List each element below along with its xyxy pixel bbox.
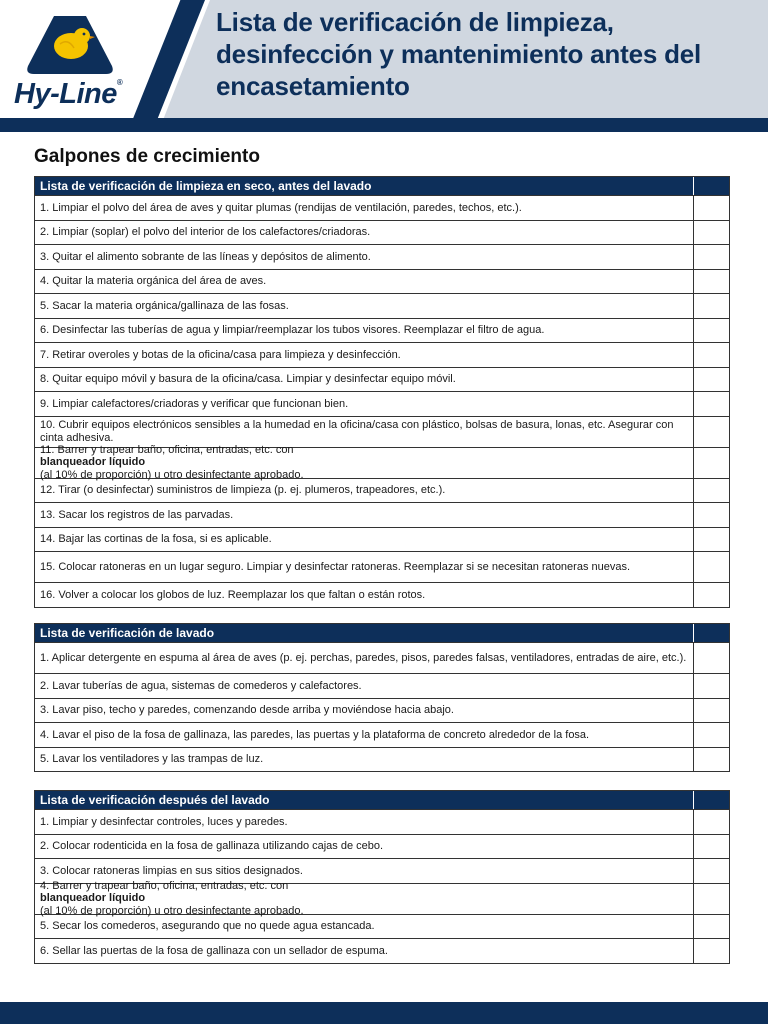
table-row xyxy=(35,342,729,367)
table-row xyxy=(35,367,729,392)
check-box[interactable] xyxy=(694,748,729,772)
task-text: 1. Limpiar el polvo del área de aves y quitar plumas (rendijas de ventilación, paredes, techos, etc.). xyxy=(35,196,694,220)
task-text: 5. Secar los comederos, asegurando que no quede agua estancada. xyxy=(35,915,694,939)
table-heading: Lista de verificación de limpieza en seco, antes del lavado xyxy=(35,177,694,195)
page-header xyxy=(0,0,768,132)
task-text: 3. Colocar ratoneras limpias en sus sitios designados. xyxy=(35,859,694,883)
task-text: 1. Aplicar detergente en espuma al área de aves (p. ej. perchas, paredes, pisos, paredes falsas, ventiladores, entradas de aire, etc.). xyxy=(35,643,694,673)
table-header xyxy=(35,624,729,642)
check-box[interactable] xyxy=(694,884,729,914)
header-bottom-bar xyxy=(0,118,768,132)
table-row xyxy=(35,502,729,527)
table-row xyxy=(35,747,729,772)
table-row xyxy=(35,551,729,582)
table-row xyxy=(35,698,729,723)
check-box[interactable] xyxy=(694,503,729,527)
section-heading: Galpones de crecimiento xyxy=(34,146,260,167)
table-row xyxy=(35,834,729,859)
task-text: 10. Cubrir equipos electrónicos sensibles a la humedad en la oficina/casa con plástico, bolsas de basura, lonas, etc. Asegurar con cinta adhesiva. xyxy=(35,417,694,447)
hy-line-logo xyxy=(14,14,156,110)
footer-bar xyxy=(0,1002,768,1024)
table-row xyxy=(35,722,729,747)
check-column-header xyxy=(694,624,729,642)
check-box[interactable] xyxy=(694,294,729,318)
check-box[interactable] xyxy=(694,196,729,220)
check-box[interactable] xyxy=(694,417,729,447)
dry-cleaning-checklist xyxy=(34,176,730,608)
washing-checklist xyxy=(34,623,730,772)
check-box[interactable] xyxy=(694,392,729,416)
task-text: 6. Desinfectar las tuberías de agua y limpiar/reemplazar los tubos visores. Reemplazar el filtro de agua. xyxy=(35,319,694,343)
table-row xyxy=(35,478,729,503)
check-box[interactable] xyxy=(694,810,729,834)
table-row xyxy=(35,391,729,416)
table-row xyxy=(35,642,729,673)
check-box[interactable] xyxy=(694,674,729,698)
logo-wordmark: Hy-Line® xyxy=(14,78,123,110)
check-column-header xyxy=(694,177,729,195)
task-text: 5. Lavar los ventiladores y las trampas de luz. xyxy=(35,748,694,772)
table-row xyxy=(35,582,729,607)
task-text: 12. Tirar (o desinfectar) suministros de limpieza (p. ej. plumeros, trapeadores, etc.). xyxy=(35,479,694,503)
check-box[interactable] xyxy=(694,699,729,723)
task-text: 13. Sacar los registros de las parvadas. xyxy=(35,503,694,527)
check-box[interactable] xyxy=(694,479,729,503)
table-row xyxy=(35,443,729,481)
check-box[interactable] xyxy=(694,939,729,963)
task-text: 11. Barrer y trapear baño, oficina, entradas, etc. con blanqueador líquido (al 10% de proporción) u otro desinfectante aprobado. xyxy=(35,448,694,478)
table-row xyxy=(35,318,729,343)
chick-logo-icon xyxy=(14,14,156,80)
table-header xyxy=(35,791,729,809)
check-box[interactable] xyxy=(694,915,729,939)
check-box[interactable] xyxy=(694,859,729,883)
check-column-header xyxy=(694,791,729,809)
task-text: 9. Limpiar calefactores/criadoras y verificar que funcionan bien. xyxy=(35,392,694,416)
check-box[interactable] xyxy=(694,245,729,269)
task-text: 15. Colocar ratoneras en un lugar seguro. Limpiar y desinfectar ratoneras. Reemplazar si se necesitan ratoneras nuevas. xyxy=(35,552,694,582)
table-header xyxy=(35,177,729,195)
task-text: 4. Barrer y trapear baño, oficina, entradas, etc. con blanqueador líquido (al 10% de proporción) u otro desinfectante aprobado. xyxy=(35,884,694,914)
table-row xyxy=(35,809,729,834)
table-row xyxy=(35,938,729,963)
page-title: Lista de verificación de limpieza, desinfección y mantenimiento antes del encasetamiento xyxy=(216,7,702,101)
check-box[interactable] xyxy=(694,583,729,607)
check-box[interactable] xyxy=(694,448,729,478)
check-box[interactable] xyxy=(694,835,729,859)
check-box[interactable] xyxy=(694,643,729,673)
task-text: 8. Quitar equipo móvil y basura de la oficina/casa. Limpiar y desinfectar equipo móvil. xyxy=(35,368,694,392)
table-row xyxy=(35,879,729,917)
check-box[interactable] xyxy=(694,368,729,392)
task-text: 5. Sacar la materia orgánica/gallinaza de las fosas. xyxy=(35,294,694,318)
post-washing-checklist xyxy=(34,790,730,964)
task-text: 3. Lavar piso, techo y paredes, comenzando desde arriba y moviéndose hacia abajo. xyxy=(35,699,694,723)
table-row xyxy=(35,220,729,245)
check-box[interactable] xyxy=(694,319,729,343)
table-row xyxy=(35,244,729,269)
task-text: 2. Colocar rodenticida en la fosa de gallinaza utilizando cajas de cebo. xyxy=(35,835,694,859)
table-heading: Lista de verificación de lavado xyxy=(35,624,694,642)
table-row xyxy=(35,293,729,318)
task-text: 4. Lavar el piso de la fosa de gallinaza, las paredes, las puertas y la plataforma de concreto alrededor de la fosa. xyxy=(35,723,694,747)
table-row xyxy=(35,195,729,220)
check-box[interactable] xyxy=(694,270,729,294)
check-box[interactable] xyxy=(694,221,729,245)
task-text: 2. Lavar tuberías de agua, sistemas de comederos y calefactores. xyxy=(35,674,694,698)
task-text: 4. Quitar la materia orgánica del área de aves. xyxy=(35,270,694,294)
check-box[interactable] xyxy=(694,343,729,367)
check-box[interactable] xyxy=(694,528,729,552)
table-row xyxy=(35,416,729,447)
task-text: 7. Retirar overoles y botas de la oficina/casa para limpieza y desinfección. xyxy=(35,343,694,367)
task-text: 3. Quitar el alimento sobrante de las líneas y depósitos de alimento. xyxy=(35,245,694,269)
table-row xyxy=(35,673,729,698)
task-text: 14. Bajar las cortinas de la fosa, si es aplicable. xyxy=(35,528,694,552)
table-heading: Lista de verificación después del lavado xyxy=(35,791,694,809)
task-text: 16. Volver a colocar los globos de luz. Reemplazar los que faltan o están rotos. xyxy=(35,583,694,607)
task-text: 1. Limpiar y desinfectar controles, luces y paredes. xyxy=(35,810,694,834)
table-row xyxy=(35,527,729,552)
table-row xyxy=(35,914,729,939)
check-box[interactable] xyxy=(694,552,729,582)
table-row xyxy=(35,269,729,294)
task-text: 2. Limpiar (soplar) el polvo del interior de los calefactores/criadoras. xyxy=(35,221,694,245)
check-box[interactable] xyxy=(694,723,729,747)
task-text: 6. Sellar las puertas de la fosa de gallinaza con un sellador de espuma. xyxy=(35,939,694,963)
